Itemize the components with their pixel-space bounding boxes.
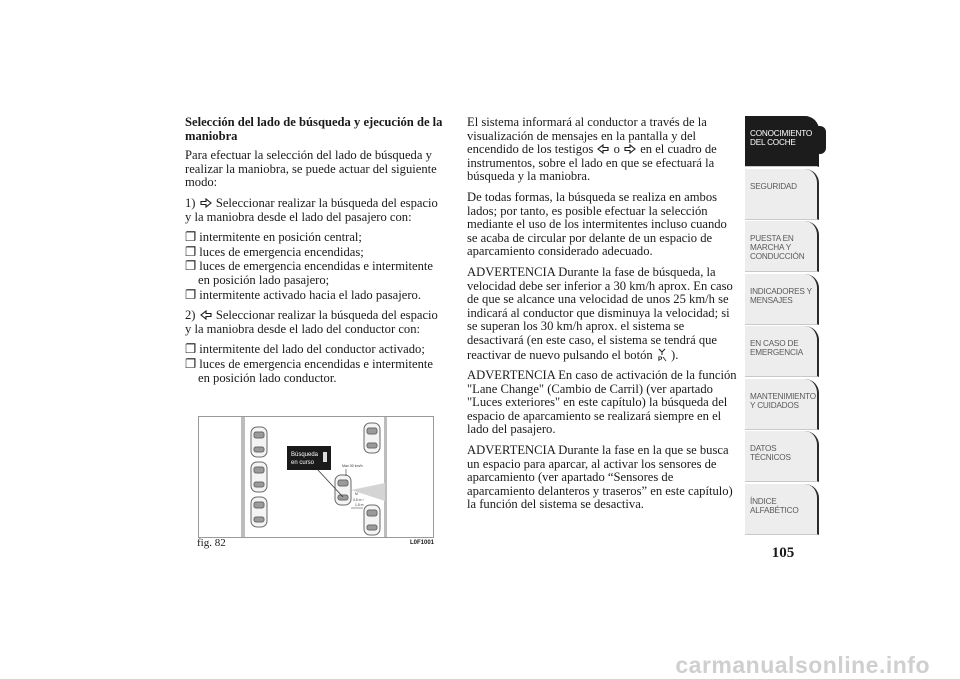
list-item: ❐ intermitente activado hacia el lado pasajero. xyxy=(185,287,421,302)
tab-indicadores[interactable]: INDICADORES Y MENSAJES xyxy=(745,274,819,325)
section-tabs xyxy=(745,116,819,536)
tab-mantenimiento[interactable]: MANTENIMIENTO Y CUIDADOS xyxy=(745,379,819,430)
arrow-right-icon xyxy=(200,198,212,208)
watermark: carmanualsonline.info xyxy=(675,652,930,678)
parked-car xyxy=(251,497,267,527)
arrow-right-icon xyxy=(624,144,636,154)
step-1: 1) Seleccionar realizar la búsqueda del espacio y la maniobra desde el lado del pasajero con: xyxy=(185,195,438,224)
paragraph: El sistema informará al conductor a través de la visualización de mensajes en la pantalla y del encendido de los testigos o en el cuadro de instrumentos, sobre el lado en que se efectuará la búsqueda y la maniobra. xyxy=(467,115,717,184)
display-text-2: en curso xyxy=(291,460,315,466)
distance-label: M xyxy=(355,492,358,496)
right-column xyxy=(467,116,739,519)
tab-datos-tecnicos[interactable]: DATOS TÉCNICOS xyxy=(745,431,819,482)
arrow-left-icon xyxy=(597,144,609,154)
arrow-left-icon xyxy=(200,310,212,320)
list-item: ❐ intermitente del lado del conductor activado; xyxy=(185,342,425,357)
figure-code: L0F1001 xyxy=(410,540,435,546)
warning-paragraph: ADVERTENCIA Durante la fase de búsqueda, la velocidad debe ser inferior a 30 km/h aprox. En caso de que se alcance una velocidad de unos 25 km/h se indicará al conductor que disminuya la velocidad; si se superan los 30 km/h aprox. el sistema se desactivará (en este caso, el sistema se tendrá que reactivar de nuevo pulsando el botón P ). xyxy=(467,264,733,362)
step-2-list xyxy=(185,343,447,385)
distance-label: 1,5 m xyxy=(355,503,364,507)
step-2: 2) Seleccionar realizar la búsqueda del espacio y la maniobra desde el lado del conductor con: xyxy=(185,308,438,336)
page-number: 105 xyxy=(771,545,795,561)
svg-text:P: P xyxy=(657,355,663,362)
warning-paragraph: ADVERTENCIA En caso de activación de la función "Lane Change" (Cambio de Carril) (ver apartado "Luces exteriores" en este capítulo) la búsqueda del espacio de aparcamiento se realizará siempre en el lado del pasajero. xyxy=(467,368,737,437)
list-item: ❐ luces de emergencia encendidas e intermitente en posición lado pasajero; xyxy=(185,259,433,287)
parked-car xyxy=(251,462,267,492)
list-item: ❐ intermitente en posición central; xyxy=(185,230,362,245)
tab-indice[interactable]: ÍNDICE ALFABÉTICO xyxy=(745,484,819,535)
parked-car xyxy=(364,505,380,535)
left-column xyxy=(185,116,447,392)
figure-caption: fig. 82 xyxy=(197,537,226,549)
tab-conocimiento[interactable]: CONOCIMIENTO DEL COCHE xyxy=(745,116,819,167)
tab-puesta-en-marcha[interactable]: PUESTA EN MARCHA Y CONDUCCIÓN xyxy=(745,221,819,272)
paragraph: De todas formas, la búsqueda se realiza en ambos lados; por tanto, es posible efectuar la selección mediante el uso de los intermitentes incluso cuando se acaba de circular por delante de un espacio de aparcamiento considerado adecuado. xyxy=(467,189,727,259)
speed-label: Max 30 km/h xyxy=(342,464,363,468)
display-text-1: Búsqueda xyxy=(291,452,319,458)
tab-emergencia[interactable]: EN CASO DE EMERGENCIA xyxy=(745,326,819,377)
intro-paragraph: Para efectuar la selección del lado de búsqueda y realizar la maniobra, se puede actuar del siguiente modo: xyxy=(185,148,437,190)
parked-car xyxy=(364,423,380,453)
tab-seguridad[interactable]: SEGURIDAD xyxy=(745,169,819,220)
parking-diagram xyxy=(199,417,433,537)
parking-figure xyxy=(198,416,434,538)
moving-car xyxy=(335,475,351,505)
list-item: ❐ luces de emergencia encendidas; xyxy=(185,244,364,259)
list-item: ❐ luces de emergencia encendidas e intermitente en posición lado conductor. xyxy=(185,356,433,385)
warning-paragraph: ADVERTENCIA Durante la fase en la que se busca un espacio para aparcar, al activar los sensores de aparcamiento (ver apartado “Sensores de aparcamiento delanteros y traseros” en este capítulo) la función del sistema se desactiva. xyxy=(467,443,733,512)
section-title: Selección del lado de búsqueda y ejecución de la maniobra xyxy=(185,115,443,143)
park-assist-button-icon xyxy=(657,348,667,362)
parked-car xyxy=(251,427,267,457)
distance-label: 0,5 m ÷ xyxy=(353,498,365,502)
step-1-list xyxy=(185,231,447,302)
